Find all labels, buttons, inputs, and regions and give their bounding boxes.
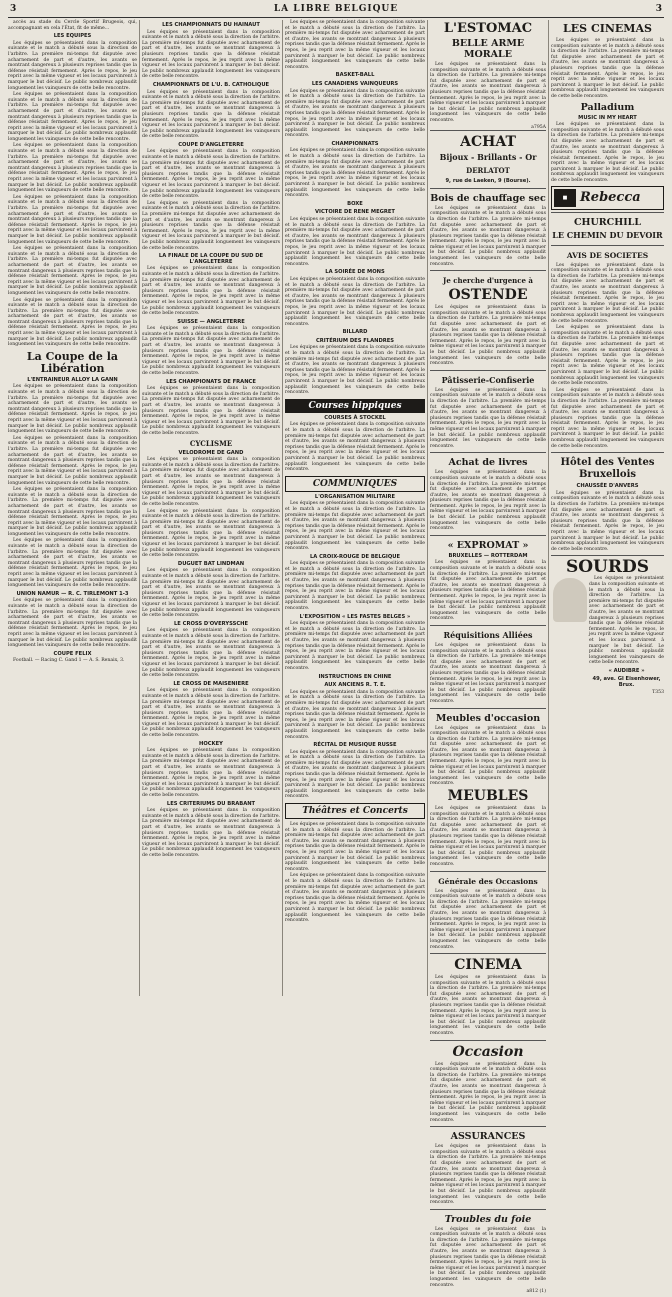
- ad-patisserie: [430, 370, 546, 453]
- article-text: Les équipes se présentaient dans la composition suivante et le match a débuté sous la direction de l'arbitre. La première mi-temps fut disputée avec acharnement de part et d'autre, les avants se montrant dangereux à plusieurs reprises tandis que la défense résistait fermement. Après le repos, le jeu reprit avec la même vigueur et les locaux parvinrent à marquer le but décisif. Le public nombreux applaudit longuement les vainqueurs de cette belle rencontre.: [551, 490, 664, 552]
- cinema-banner: [551, 186, 664, 210]
- ad-text: Les équipes se présentaient dans la composition suivante et le match a débuté sous la direction de l'arbitre. La première mi-temps fut disputée avec acharnement de part et d'autre, les avants se montrant dangereux à plusieurs reprises tandis que la défense résistait fermement. Après le repos, le jeu reprit avec la même vigueur et les locaux parvinrent à marquer le but décisif. Le public nombreux applaudit longuement les vainqueurs de cette belle rencontre.: [430, 975, 546, 1037]
- article-text: Les équipes se présentaient dans la composition suivante et le match a débuté sous la direction de l'arbitre. La première mi-temps fut disputée avec acharnement de part et d'autre, les avants se montrant dangereux à plusieurs reprises tandis que la défense résistait fermement. Après le repos, le jeu reprit avec la même vigueur et les locaux parvinrent à marquer le but décisif. Le public nombreux applaudit longuement les vainqueurs de cette belle rencontre.: [142, 568, 280, 619]
- ad-text: Les équipes se présentaient dans la composition suivante et le match a débuté sous la direction de l'arbitre. La première mi-temps fut disputée avec acharnement de part et d'autre, les avants se montrant dangereux à plusieurs reprises tandis que la défense résistait fermement. Après le repos, le jeu reprit avec la même vigueur et les locaux parvinrent à marquer le but décisif. Le public nombreux applaudit longuement les vainqueurs de cette belle rencontre.: [430, 205, 546, 267]
- column-cinemas-societes: [551, 20, 664, 996]
- ad-achat-address: 9, rue de Laeken, 9 (Bourse).: [445, 178, 531, 185]
- article-text: Les équipes se présentaient dans la composition suivante et le match a débuté sous la direction de l'arbitre. La première mi-temps fut disputée avec acharnement de part et d'autre, les avants se montrant dangereux à plusieurs reprises tandis que la défense résistait fermement. Après le repos, le jeu reprit avec la même vigueur et les locaux parvinrent à marquer le but décisif. Le public nombreux applaudit longuement les vainqueurs de cette belle rencontre.: [285, 561, 425, 612]
- ad-text: Les équipes se présentaient dans la composition suivante et le match a débuté sous la direction de l'arbitre. La première mi-temps fut disputée avec acharnement de part et d'autre, les avants se montrant dangereux à plusieurs reprises tandis que la défense résistait fermement. Après le repos, le jeu reprit avec la même vigueur et les locaux parvinrent à marquer le but décisif. Le public nombreux applaudit longuement les vainqueurs de cette belle rencontre.: [430, 560, 546, 622]
- article-text: Les équipes se présentaient dans la composition suivante et le match a débuté sous la direction de l'arbitre. La première mi-temps fut disputée avec acharnement de part et d'autre, les avants se montrant dangereux à plusieurs reprises tandis que la défense résistait fermement. Après le repos, le jeu reprit avec la même vigueur et les locaux parvinrent à marquer le but décisif. Le public nombreux applaudit longuement les vainqueurs de cette belle rencontre.: [142, 266, 280, 317]
- ad-troubles: [430, 1209, 546, 1297]
- column-divider: [282, 20, 283, 996]
- ad-ostende: [430, 270, 546, 370]
- article-text: Les équipes se présentaient dans la composition suivante et le match a débuté sous la direction de l'arbitre. La première mi-temps fut disputée avec acharnement de part et d'autre, les avants se montrant dangereux à plusieurs reprises tandis que la défense résistait fermement. Après le repos, le jeu reprit avec la même vigueur et les locaux parvinrent à marquer le but décisif. Le public nombreux applaudit longuement les vainqueurs de cette belle rencontre.: [8, 246, 137, 296]
- ad-text: Les équipes se présentaient dans la composition suivante et le match a débuté sous la direction de l'arbitre. La première mi-temps fut disputée avec acharnement de part et d'autre, les avants se montrant dangereux à plusieurs reprises tandis que la défense résistait fermement. Après le repos, le jeu reprit avec la même vigueur et les locaux parvinrent à marquer le but décisif. Le public nombreux applaudit longuement les vainqueurs de cette belle rencontre.: [430, 1226, 546, 1288]
- section-heading-societes: AVIS DE SOCIETES: [566, 250, 649, 260]
- ad-text: Les équipes se présentaient dans la composition suivante et le match a débuté sous la direction de l'arbitre. La première mi-temps fut disputée avec acharnement de part et d'autre, les avants se montrant dangereux à plusieurs reprises tandis que la défense résistait fermement. Après le repos, le jeu reprit avec la même vigueur et les locaux parvinrent à marquer le but décisif. Le public nombreux applaudit longuement les vainqueurs de cette belle rencontre.: [430, 642, 546, 704]
- ad-achat-title: ACHAT: [460, 134, 516, 151]
- chemin-title: LE CHEMIN DU DEVOIR: [552, 229, 663, 240]
- cinema-banner-title: Rebecca: [580, 189, 641, 205]
- section-heading: DUGUET BAT LINDMAN: [177, 560, 245, 567]
- article-text: Les équipes se présentaient dans la composition suivante et le match a débuté sous la direction de l'arbitre. La première mi-temps fut disputée avec acharnement de part et d'autre, les avants se montrant dangereux à plusieurs reprises tandis que la défense résistait fermement. Après le repos, le jeu reprit avec la même vigueur et les locaux parvinrent à marquer le but décisif. Le public nombreux applaudit longuement les vainqueurs de cette belle rencontre.: [285, 276, 425, 327]
- article-text: Les équipes se présentaient dans la composition suivante et le match a débuté sous la direction de l'arbitre. La première mi-temps fut disputée avec acharnement de part et d'autre, les avants se montrant dangereux à plusieurs reprises tandis que la défense résistait fermement. Après le repos, le jeu reprit avec la même vigueur et les locaux parvinrent à marquer le but décisif. Le public nombreux applaudit longuement les vainqueurs de cette belle rencontre.: [551, 262, 664, 324]
- ad-generale-title: Générale des Occasions: [438, 876, 538, 886]
- section-heading: LES CRITERIUMS DU BRABANT: [166, 800, 256, 807]
- article-text: Les équipes se présentaient dans la composition suivante et le match a débuté sous la direction de l'arbitre. La première mi-temps fut disputée avec acharnement de part et d'autre, les avants se montrant dangereux à plusieurs reprises tandis que la défense résistait fermement. Après le repos, le jeu reprit avec la même vigueur et les locaux parvinrent à marquer le but décisif. Le public nombreux applaudit longuement les vainqueurs de cette belle rencontre.: [8, 487, 137, 537]
- article-text: Les équipes se présentaient dans la composition suivante et le match a débuté sous la direction de l'arbitre. La première mi-temps fut disputée avec acharnement de part et d'autre, les avants se montrant dangereux à plusieurs reprises tandis que la défense résistait fermement. Après le repos, le jeu reprit avec la même vigueur et les locaux parvinrent à marquer le but décisif. Le public nombreux applaudit longuement les vainqueurs de cette belle rencontre.: [142, 748, 280, 798]
- article-text: Les équipes se présentaient dans la composition suivante et le match a débuté sous la direction de l'arbitre. La première mi-temps fut disputée avec acharnement de part et d'autre, les avants se montrant dangereux à plusieurs reprises tandis que la défense résistait fermement. Après le repos, le jeu reprit avec la même vigueur et les locaux parvinrent à marquer le but décisif. Le public nombreux applaudit longuement les vainqueurs de cette belle rencontre.: [142, 326, 280, 377]
- section-heading: L'ENTRAINEUR ALLOY LA GANN: [27, 376, 118, 383]
- ad-sourds: [551, 555, 664, 695]
- article-text: Les équipes se présentaient dans la composition suivante et le match a débuté sous la direction de l'arbitre. La première mi-temps fut disputée avec acharnement de part et d'autre, les avants se montrant dangereux à plusieurs reprises tandis que la défense résistait fermement. Après le repos, le jeu reprit avec la même vigueur et les locaux parvinrent à marquer le but décisif. Le public nombreux applaudit longuement les vainqueurs de cette belle rencontre.: [551, 38, 664, 99]
- ad-bois-title: Bois de chauffage sec: [430, 192, 546, 204]
- header-rule: [8, 17, 664, 18]
- section-heading: L'EXPOSITION « LES FASTES BELGES »: [299, 613, 411, 620]
- column-divider: [427, 20, 428, 996]
- banner-communiques: COMMUNIQUES: [285, 476, 425, 492]
- section-heading: INSTRUCTIONS EN CHINE: [318, 673, 392, 680]
- ad-cinema: [430, 953, 546, 1040]
- ad-livres: [430, 452, 546, 535]
- section-heading: BASKET-BALL: [335, 72, 375, 79]
- ad-requisitions-title: Réquisitions Alliées: [443, 629, 533, 640]
- ad-hotel-ventes: [551, 452, 664, 555]
- article-text: Les équipes se présentaient dans la composition suivante et le match a débuté sous la direction de l'arbitre. La première mi-temps fut disputée avec acharnement de part et d'autre, les avants se montrant dangereux à plusieurs reprises tandis que la défense résistait fermement. Après le repos, le jeu reprit avec la même vigueur et les locaux parvinrent à marquer le but décisif. Le public nombreux applaudit longuement les vainqueurs de cette belle rencontre.: [142, 457, 280, 507]
- article-text: Les équipes se présentaient dans la composition suivante et le match a débuté sous la direction de l'arbitre. La première mi-temps fut disputée avec acharnement de part et d'autre, les avants se montrant dangereux à plusieurs reprises tandis que la défense résistait fermement. Après le repos, le jeu reprit avec la même vigueur et les locaux parvinrent à marquer le but décisif. Le public nombreux applaudit longuement les vainqueurs de cette belle rencontre.: [285, 217, 425, 267]
- article-text: Les équipes se présentaient dans la composition suivante et le match a débuté sous la direction de l'arbitre. La première mi-temps fut disputée avec acharnement de part et d'autre, les avants se montrant dangereux à plusieurs reprises tandis que la défense résistait fermement. Après le repos, le jeu reprit avec la même vigueur et les locaux parvinrent à marquer le but décisif. Le public nombreux applaudit longuement les vainqueurs de cette belle rencontre.: [285, 501, 425, 552]
- article-text: Les équipes se présentaient dans la composition suivante et le match a débuté sous la direction de l'arbitre. La première mi-temps fut disputée avec acharnement de part et d'autre, les avants se montrant dangereux à plusieurs reprises tandis que la défense résistait fermement. Après le repos, le jeu reprit avec la même vigueur et les locaux parvinrent à marquer le but décisif. Le public nombreux applaudit longuement les vainqueurs de cette belle rencontre.: [551, 325, 664, 387]
- article-text: Les équipes se présentaient dans la composition suivante et le match a débuté sous la direction de l'arbitre. La première mi-temps fut disputée avec acharnement de part et d'autre, les avants se montrant dangereux à plusieurs reprises tandis que la défense résistait fermement. Après le repos, le jeu reprit avec la même vigueur et les locaux parvinrent à marquer le but décisif. Le public nombreux applaudit longuement les vainqueurs de cette belle rencontre.: [285, 689, 425, 740]
- palladium-title: Palladium: [580, 101, 635, 113]
- article-text: Les équipes se présentaient dans la composition suivante et le match a débuté sous la direction de l'arbitre. La première mi-temps fut disputée avec acharnement de part et d'autre, les avants se montrant dangereux à plusieurs reprises tandis que la défense résistait fermement. Après le repos, le jeu reprit avec la même vigueur et les locaux parvinrent à marquer le but décisif. Le public nombreux applaudit longuement les vainqueurs de cette belle rencontre.: [142, 808, 280, 858]
- ad-meubles-title: Meubles d'occasion: [435, 712, 541, 724]
- ad-occasion: [430, 1040, 546, 1127]
- page-number-left: 3: [10, 4, 17, 14]
- section-heading-cinemas: LES CINEMAS: [563, 22, 652, 35]
- section-heading: LES CHAMPIONNATS DU HAINAUT: [162, 22, 260, 28]
- article-text: Les équipes se présentaient dans la composition suivante et le match a débuté sous la direction de l'arbitre. La première mi-temps fut disputée avec acharnement de part et d'autre, les avants se montrant dangereux à plusieurs reprises tandis que la défense résistait fermement. Après le repos, le jeu reprit avec la même vigueur et les locaux parvinrent à marquer le but décisif. Le public nombreux applaudit longuement les vainqueurs de cette belle rencontre.: [285, 873, 425, 924]
- section-heading: BILLARD: [342, 329, 368, 336]
- article-text: Les équipes se présentaient dans la composition suivante et le match a débuté sous la direction de l'arbitre. La première mi-temps fut disputée avec acharnement de part et d'autre, les avants se montrant dangereux à plusieurs reprises tandis que la défense résistait fermement. Après le repos, le jeu reprit avec la même vigueur et les locaux parvinrent à marquer le but décisif. Le public nombreux applaudit longuement les vainqueurs de cette belle rencontre.: [8, 538, 137, 589]
- section-heading: COURSES À STOCKEL: [324, 414, 386, 421]
- ad-expromat-title: « EXPROMAT »: [447, 539, 529, 551]
- section-heading: HOCKEY: [199, 740, 223, 747]
- ad-achat-name: DERLATOT: [466, 166, 510, 176]
- hotel-title: Hôtel des Ventes Bruxellois: [560, 457, 655, 481]
- column-sports-1: [8, 20, 137, 996]
- ad-estomac-title: L'ESTOMAC: [443, 21, 533, 36]
- newspaper-title: LA LIBRE BELGIQUE: [273, 4, 399, 14]
- sourds-address: 49, ave. Gl Eisenhower, Brux.: [592, 676, 661, 689]
- article-text: Les équipes se présentaient dans la composition suivante et le match a débuté sous la direction de l'arbitre. La première mi-temps fut disputée avec acharnement de part et d'autre, les avants se montrant dangereux à plusieurs reprises tandis que la défense résistait fermement. Après le repos, le jeu reprit avec la même vigueur et les locaux parvinrent à marquer le but décisif. Le public nombreux applaudit longuement les vainqueurs de cette belle rencontre.: [8, 194, 137, 245]
- ad-reference: T353: [652, 689, 664, 695]
- ad-text: Les équipes se présentaient dans la composition suivante et le match a débuté sous la direction de l'arbitre. La première mi-temps fut disputée avec acharnement de part et d'autre, les avants se montrant dangereux à plusieurs reprises tandis que la défense résistait fermement. Après le repos, le jeu reprit avec la même vigueur et les locaux parvinrent à marquer le but décisif. Le public nombreux applaudit longuement les vainqueurs de cette belle rencontre.: [430, 1061, 546, 1123]
- article-text: Les équipes se présentaient dans la composition suivante et le match a débuté sous la direction de l'arbitre. La première mi-temps fut disputée avec acharnement de part et d'autre, les avants se montrant dangereux à plusieurs reprises tandis que la défense résistait fermement. Après le repos, le jeu reprit avec la même vigueur et les locaux parvinrent à marquer le but décisif. Le public nombreux applaudit longuement les vainqueurs de cette belle rencontre.: [285, 422, 425, 473]
- article-text: Les équipes se présentaient dans la composition suivante et le match a débuté sous la direction de l'arbitre. La première mi-temps fut disputée avec acharnement de part et d'autre, les avants se montrant dangereux à plusieurs reprises tandis que la défense résistait fermement. Après le repos, le jeu reprit avec la même vigueur et les locaux parvinrent à marquer le but décisif. Le public nombreux applaudit longuement les vainqueurs de cette belle rencontre.: [285, 88, 425, 139]
- column-divider: [139, 20, 140, 996]
- article-text: Les équipes se présentaient dans la composition suivante et le match a débuté sous la direction de l'arbitre. La première mi-temps fut disputée avec acharnement de part et d'autre, les avants se montrant dangereux à plusieurs reprises tandis que la défense résistait fermement. Après le repos, le jeu reprit avec la même vigueur et les locaux parvinrent à marquer le but décisif. Le public nombreux applaudit longuement les vainqueurs de cette belle rencontre.: [285, 20, 425, 70]
- section-heading: LA FINALE DE LA COUPE DU SUD DE L'ANGLETERRE: [158, 253, 264, 265]
- column-divider: [548, 20, 549, 996]
- section-heading: LES EQUIPES: [53, 33, 92, 40]
- ad-ostende-line: Je cherche d'urgence à: [443, 276, 533, 286]
- column-classifieds: [430, 20, 546, 1295]
- article-text: Les équipes se présentaient dans la composition suivante et le match a débuté sous la direction de l'arbitre. La première mi-temps fut disputée avec acharnement de part et d'autre, les avants se montrant dangereux à plusieurs reprises tandis que la défense résistait fermement. Après le repos, le jeu reprit avec la même vigueur et les locaux parvinrent à marquer le but décisif. Le public nombreux applaudit longuement les vainqueurs de cette belle rencontre.: [8, 384, 137, 435]
- article-text: Les équipes se présentaient dans la composition suivante et le match a débuté sous la direction de l'arbitre. La première mi-temps fut disputée avec acharnement de part et d'autre, les avants se montrant dangereux à plusieurs reprises tandis que la défense résistait fermement. Après le repos, le jeu reprit avec la même vigueur et les locaux parvinrent à marquer le but décisif. Le public nombreux applaudit longuement les vainqueurs de cette belle rencontre.: [551, 387, 664, 449]
- article-text: Les équipes se présentaient dans la composition suivante et le match a débuté sous la direction de l'arbitre. La première mi-temps fut disputée avec acharnement de part et d'autre, les avants se montrant dangereux à plusieurs reprises tandis que la défense résistait fermement. Après le repos, le jeu reprit avec la même vigueur et les locaux parvinrent à marquer le but décisif. Le public nombreux applaudit longuement les vainqueurs de cette belle rencontre.: [8, 92, 137, 142]
- ad-expromat-subtitle: BRUXELLES — ROTTERDAM: [448, 552, 528, 559]
- article-text: Les équipes se présentaient dans la composition suivante et le match a débuté sous la direction de l'arbitre. La première mi-temps fut disputée avec acharnement de part et d'autre, les avants se montrant dangereux à plusieurs reprises tandis que la défense résistait fermement. Après le repos, le jeu reprit avec la même vigueur et les locaux parvinrent à marquer le but décisif. Le public nombreux applaudit longuement les vainqueurs de cette belle rencontre.: [142, 628, 280, 679]
- ad-meubles: [430, 708, 546, 871]
- ad-text: Les équipes se présentaient dans la composition suivante et le match a débuté sous la direction de l'arbitre. La première mi-temps fut disputée avec acharnement de part et d'autre, les avants se montrant dangereux à plusieurs reprises tandis que la défense résistait fermement. Après le repos, le jeu reprit avec la même vigueur et les locaux parvinrent à marquer le but décisif. Le public nombreux applaudit longuement les vainqueurs de cette belle rencontre.: [430, 387, 546, 449]
- ad-assurances: [430, 1126, 546, 1209]
- ad-reference: a812 (1): [526, 1289, 546, 1295]
- section-heading: VICTOIRE DE RENE MEGRET: [315, 209, 395, 216]
- section-heading: LE CROSS D'OVERYSSCHE: [173, 620, 249, 627]
- article-text: accès au stade du Cercle Sportif Brugeois, qui, accompagnant en cela l'État, fit de même...: [8, 20, 137, 31]
- section-heading: UNION NAMUR — R. C. TIRLEMONT 1-3: [16, 590, 129, 597]
- headline-coupe-liberation: La Coupe de la Libération: [26, 349, 119, 375]
- article-text: Les équipes se présentaient dans la composition suivante et le match a débuté sous la direction de l'arbitre. La première mi-temps fut disputée avec acharnement de part et d'autre, les avants se montrant dangereux à plusieurs reprises tandis que la défense résistait fermement. Après le repos, le jeu reprit avec la même vigueur et les locaux parvinrent à marquer le but décisif. Le public nombreux applaudit longuement les vainqueurs de cette belle rencontre.: [142, 200, 280, 251]
- article-text: Les équipes se présentaient dans la composition suivante et le match a débuté sous la direction de l'arbitre. La première mi-temps fut disputée avec acharnement de part et d'autre, les avants se montrant dangereux à plusieurs reprises tandis que la défense résistait fermement. Après le repos, le jeu reprit avec la même vigueur et les locaux parvinrent à marquer le but décisif. Le public nombreux applaudit longuement les vainqueurs de cette belle rencontre.: [285, 822, 425, 872]
- ad-text: Les équipes se présentaient dans la composition suivante et le match a débuté sous la direction de l'arbitre. La première mi-temps fut disputée avec acharnement de part et d'autre, les avants se montrant dangereux à plusieurs reprises tandis que la défense résistait fermement. Après le repos, le jeu reprit avec la même vigueur et les locaux parvinrent à marquer le but décisif. Le public nombreux applaudit longuement les vainqueurs de cette belle rencontre.: [430, 725, 546, 787]
- ad-troubles-title: Troubles du foie: [444, 1213, 532, 1225]
- article-text: Les équipes se présentaient dans la composition suivante et le match a débuté sous la direction de l'arbitre. La première mi-temps fut disputée avec acharnement de part et d'autre, les avants se montrant dangereux à plusieurs reprises tandis que la défense résistait fermement. Après le repos, le jeu reprit avec la même vigueur et les locaux parvinrent à marquer le but décisif. Le public nombreux applaudit longuement les vainqueurs de cette belle rencontre.: [142, 149, 280, 200]
- section-heading: VELODROME DE GAND: [178, 449, 244, 456]
- ad-patisserie-title: Pâtisserie-Confiserie: [441, 374, 535, 385]
- article-text: Les équipes se présentaient dans la composition suivante et le match a débuté sous la direction de l'arbitre. La première mi-temps fut disputée avec acharnement de part et d'autre, les avants se montrant dangereux à plusieurs reprises tandis que la défense résistait fermement. Après le repos, le jeu reprit avec la même vigueur et les locaux parvinrent à marquer le but décisif. Le public nombreux applaudit longuement les vainqueurs de cette belle rencontre.: [142, 89, 280, 140]
- section-heading: SUISSE — ANGLETERRE: [177, 318, 245, 325]
- article-text: Les équipes se présentaient dans la composition suivante et le match a débuté sous la direction de l'arbitre. La première mi-temps fut disputée avec acharnement de part et d'autre, les avants se montrant dangereux à plusieurs reprises tandis que la défense résistait fermement. Après le repos, le jeu reprit avec la même vigueur et les locaux parvinrent à marquer le but décisif. Le public nombreux applaudit longuement les vainqueurs de cette belle rencontre.: [142, 386, 280, 436]
- ad-bois: [430, 188, 546, 271]
- section-heading: LES CANADIENS VAINQUEURS: [311, 80, 399, 87]
- avis-societes: [551, 245, 664, 453]
- section-heading: L'ORGANISATION MILITAIRE: [314, 493, 396, 500]
- column-sports-2: [142, 20, 280, 996]
- section-heading: RÉCITAL DE MUSIQUE RUSSE: [313, 742, 397, 749]
- section-heading: COUPE FELIX: [53, 650, 92, 657]
- section-heading: LES CHAMPIONATS DE FRANCE: [166, 378, 256, 385]
- ad-ostende-title: OSTENDE: [448, 287, 528, 304]
- article-text: Les équipes se présentaient dans la composition suivante et le match a débuté sous la direction de l'arbitre. La première mi-temps fut disputée avec acharnement de part et d'autre, les avants se montrant dangereux à plusieurs reprises tandis que la défense résistait fermement. Après le repos, le jeu reprit avec la même vigueur et les locaux parvinrent à marquer le but décisif. Le public nombreux applaudit longuement les vainqueurs de cette belle rencontre.: [8, 435, 137, 486]
- section-heading: AUX ANCIENS R. T. E.: [324, 682, 386, 689]
- banner-theatres-concerts: Théâtres et Concerts: [285, 803, 425, 819]
- article-text: Les équipes se présentaient dans la composition suivante et le match a débuté sous la direction de l'arbitre. La première mi-temps fut disputée avec acharnement de part et d'autre, les avants se montrant dangereux à plusieurs reprises tandis que la défense résistait fermement. Après le repos, le jeu reprit avec la même vigueur et les locaux parvinrent à marquer le but décisif. Le public nombreux applaudit longuement les vainqueurs de cette belle rencontre.: [142, 29, 280, 80]
- ad-churchill: [551, 212, 664, 245]
- churchill-title: CHURCHILL: [573, 216, 642, 228]
- ad-meubles2-title: MEUBLES: [447, 788, 529, 805]
- ad-text: Les équipes se présentaient dans la composition suivante et le match a débuté sous la direction de l'arbitre. La première mi-temps fut disputée avec acharnement de part et d'autre, les avants se montrant dangereux à plusieurs reprises tandis que la défense résistait fermement. Après le repos, le jeu reprit avec la même vigueur et les locaux parvinrent à marquer le but décisif. Le public nombreux applaudit longuement les vainqueurs de cette belle rencontre.: [430, 305, 546, 367]
- palladium-film: MUSIC IN MY HEART: [578, 114, 637, 121]
- banner-courses-hippiques: Courses hippiques: [285, 399, 425, 413]
- section-heading: LA CROIX-ROUGE DE BELGIQUE: [309, 553, 401, 560]
- article-text: Les équipes se présentaient dans la composition suivante et le match a débuté sous la direction de l'arbitre. La première mi-temps fut disputée avec acharnement de part et d'autre, les avants se montrant dangereux à plusieurs reprises tandis que la défense résistait fermement. Après le repos, le jeu reprit avec la même vigueur et les locaux parvinrent à marquer le but décisif. Le public nombreux applaudit longuement les vainqueurs de cette belle rencontre.: [285, 148, 425, 199]
- ad-achat: [430, 130, 546, 188]
- sourds-title: SOURDS: [565, 557, 650, 578]
- article-text: Les équipes se présentaient dans la composition suivante et le match a débuté sous la direction de l'arbitre. La première mi-temps fut disputée avec acharnement de part et d'autre, les avants se montrant dangereux à plusieurs reprises tandis que la défense résistait fermement. Après le repos, le jeu reprit avec la même vigueur et les locaux parvinrent à marquer le but décisif. Le public nombreux applaudit longuement les vainqueurs de cette belle rencontre.: [8, 297, 137, 348]
- ad-generale: [430, 871, 546, 954]
- article-text: Les équipes se présentaient dans la composition suivante et le match a débuté sous la direction de l'arbitre. La première mi-temps fut disputée avec acharnement de part et d'autre, les avants se montrant dangereux à plusieurs reprises tandis que la défense résistait fermement. Après le repos, le jeu reprit avec la même vigueur et les locaux parvinrent à marquer le but décisif. Le public nombreux applaudit longuement les vainqueurs de cette belle rencontre.: [8, 40, 137, 91]
- ad-assurances-title: ASSURANCES: [450, 1131, 526, 1143]
- ad-text: Les équipes se présentaient dans la composition suivante et le match a débuté sous la direction de l'arbitre. La première mi-temps fut disputée avec acharnement de part et d'autre, les avants se montrant dangereux à plusieurs reprises tandis que la défense résistait fermement. Après le repos, le jeu reprit avec la même vigueur et les locaux parvinrent à marquer le but décisif. Le public nombreux applaudit longuement les vainqueurs de cette belle rencontre.: [430, 888, 546, 950]
- ad-achat-subtitle: Bijoux - Brillants - Or: [439, 152, 537, 163]
- sourds-product: « AUDIBRE »: [608, 667, 645, 674]
- ad-requisitions: [430, 625, 546, 708]
- article-text: Les équipes se présentaient dans la composition suivante et le match a débuté sous la direction de l'arbitre. La première mi-temps fut disputée avec acharnement de part et d'autre, les avants se montrant dangereux à plusieurs reprises tandis que la défense résistait fermement. Après le repos, le jeu reprit avec la même vigueur et les locaux parvinrent à marquer le but décisif. Le public nombreux applaudit longuement les vainqueurs de cette belle rencontre.: [8, 598, 137, 649]
- page-header: [10, 4, 662, 16]
- ad-occasion-title: Occasion: [452, 1043, 524, 1060]
- ad-text: Les équipes se présentaient dans la composition suivante et le match a débuté sous la direction de l'arbitre. La première mi-temps fut disputée avec acharnement de part et d'autre, les avants se montrant dangereux à plusieurs reprises tandis que la défense résistait fermement. Après le repos, le jeu reprit avec la même vigueur et les locaux parvinrent à marquer le but décisif. Le public nombreux applaudit longuement les vainqueurs de cette belle rencontre.: [430, 470, 546, 532]
- section-heading: BOXE: [347, 200, 363, 207]
- ad-text: Les équipes se présentaient dans la composition suivante et le match a débuté sous la direction de l'arbitre. La première mi-temps fut disputée avec acharnement de part et d'autre, les avants se montrant dangereux à plusieurs reprises tandis que la défense résistait fermement. Après le repos, le jeu reprit avec la même vigueur et les locaux parvinrent à marquer le but décisif. Le public nombreux applaudit longuement les vainqueurs de cette belle rencontre.: [430, 806, 546, 867]
- article-text: Les équipes se présentaient dans la composition suivante et le match a débuté sous la direction de l'arbitre. La première mi-temps fut disputée avec acharnement de part et d'autre, les avants se montrant dangereux à plusieurs reprises tandis que la défense résistait fermement. Après le repos, le jeu reprit avec la même vigueur et les locaux parvinrent à marquer le but décisif. Le public nombreux applaudit longuement les vainqueurs de cette belle rencontre.: [142, 508, 280, 559]
- article-text: Les équipes se présentaient dans la composition suivante et le match a débuté sous la direction de l'arbitre. La première mi-temps fut disputée avec acharnement de part et d'autre, les avants se montrant dangereux à plusieurs reprises tandis que la défense résistait fermement. Après le repos, le jeu reprit avec la même vigueur et les locaux parvinrent à marquer le but décisif. Le public nombreux applaudit longuement les vainqueurs de cette belle rencontre.: [142, 688, 280, 739]
- section-heading: CHAMPIONNATS: [331, 140, 379, 147]
- article-text: Les équipes se présentaient dans la composition suivante et le match a débuté sous la direction de l'arbitre. La première mi-temps fut disputée avec acharnement de part et d'autre, les avants se montrant dangereux à plusieurs reprises tandis que la défense résistait fermement. Après le repos, le jeu reprit avec la même vigueur et les locaux parvinrent à marquer le but décisif. Le public nombreux applaudit longuement les vainqueurs de cette belle rencontre.: [285, 345, 425, 396]
- section-heading: CRITÉRIUM DES FLANDRES: [315, 337, 395, 344]
- article-text: Les équipes se présentaient dans la composition suivante et le match a débuté sous la direction de l'arbitre. La première mi-temps fut disputée avec acharnement de part et d'autre, les avants se montrant dangereux à plusieurs reprises tandis que la défense résistait fermement. Après le repos, le jeu reprit avec la même vigueur et les locaux parvinrent à marquer le but décisif. Le public nombreux applaudit longuement les vainqueurs de cette belle rencontre.: [285, 621, 425, 671]
- article-text: Les équipes se présentaient dans la composition suivante et le match a débuté sous la direction de l'arbitre. La première mi-temps fut disputée avec acharnement de part et d'autre, les avants se montrant dangereux à plusieurs reprises tandis que la défense résistait fermement. Après le repos, le jeu reprit avec la même vigueur et les locaux parvinrent à marquer le but décisif. Le public nombreux applaudit longuement les vainqueurs de cette belle rencontre.: [8, 143, 137, 194]
- article-text: Football. — Racing C. Gand 1 — A. S. Renaix, 3.: [13, 658, 125, 664]
- ad-estomac-subtitle: BELLE ARME MORALE: [451, 38, 525, 60]
- cinema-logo-icon: ■: [554, 189, 576, 207]
- page-number-right: 3: [655, 4, 662, 14]
- section-heading-cyclisme: CYCLISME: [189, 438, 233, 448]
- section-heading: LA SOIRÉE DE MONS: [325, 269, 385, 276]
- ad-cinema-title: CINEMA: [454, 957, 522, 974]
- ad-livres-title: Achat de livres: [448, 457, 528, 469]
- article-text: Les équipes se présentaient dans la composition suivante et le match a débuté sous la direction de l'arbitre. La première mi-temps fut disputée avec acharnement de part et d'autre, les avants se montrant dangereux à plusieurs reprises tandis que la défense résistait fermement. Après le repos, le jeu reprit avec la même vigueur et les locaux parvinrent à marquer le but décisif. Le public nombreux applaudit longuement les vainqueurs de cette belle rencontre.: [551, 122, 664, 184]
- ad-text: Les équipes se présentaient dans la composition suivante et le match a débuté sous la direction de l'arbitre. La première mi-temps fut disputée avec acharnement de part et d'autre, les avants se montrant dangereux à plusieurs reprises tandis que la défense résistait fermement. Après le repos, le jeu reprit avec la même vigueur et les locaux parvinrent à marquer le but décisif. Le public nombreux applaudit longuement les vainqueurs de cette belle rencontre.: [430, 1144, 546, 1206]
- ad-text: Les équipes se présentaient dans la composition suivante et le match a débuté sous la direction de l'arbitre. La première mi-temps fut disputée avec acharnement de part et d'autre, les avants se montrant dangereux à plusieurs reprises tandis que la défense résistait fermement. Après le repos, le jeu reprit avec la même vigueur et les locaux parvinrent à marquer le but décisif. Le public nombreux applaudit longuement les vainqueurs de cette belle rencontre.: [589, 576, 664, 666]
- section-heading: COUPE D'ANGLETERRE: [178, 141, 244, 148]
- ad-text: Les équipes se présentaient dans la composition suivante et le match a débuté sous la direction de l'arbitre. La première mi-temps fut disputée avec acharnement de part et d'autre, les avants se montrant dangereux à plusieurs reprises tandis que la défense résistait fermement. Après le repos, le jeu reprit avec la même vigueur et les locaux parvinrent à marquer le but décisif. Le public nombreux applaudit longuement les vainqueurs de cette belle rencontre.: [430, 62, 546, 123]
- column-sports-3: [285, 20, 425, 996]
- ad-reference: a795A: [531, 124, 546, 130]
- ad-expromat: [430, 535, 546, 625]
- ear-illustration-icon: [553, 578, 587, 622]
- section-heading: LE CROSS DE MAISENIERE: [173, 680, 249, 687]
- section-heading: CHAMPIONNATS DE L'U. B. CATHOLIQUE: [152, 81, 270, 88]
- hotel-address: CHAUSSÉE D'ANVERS: [576, 483, 639, 490]
- article-text: Les équipes se présentaient dans la composition suivante et le match a débuté sous la direction de l'arbitre. La première mi-temps fut disputée avec acharnement de part et d'autre, les avants se montrant dangereux à plusieurs reprises tandis que la défense résistait fermement. Après le repos, le jeu reprit avec la même vigueur et les locaux parvinrent à marquer le but décisif. Le public nombreux applaudit longuement les vainqueurs de cette belle rencontre.: [285, 749, 425, 800]
